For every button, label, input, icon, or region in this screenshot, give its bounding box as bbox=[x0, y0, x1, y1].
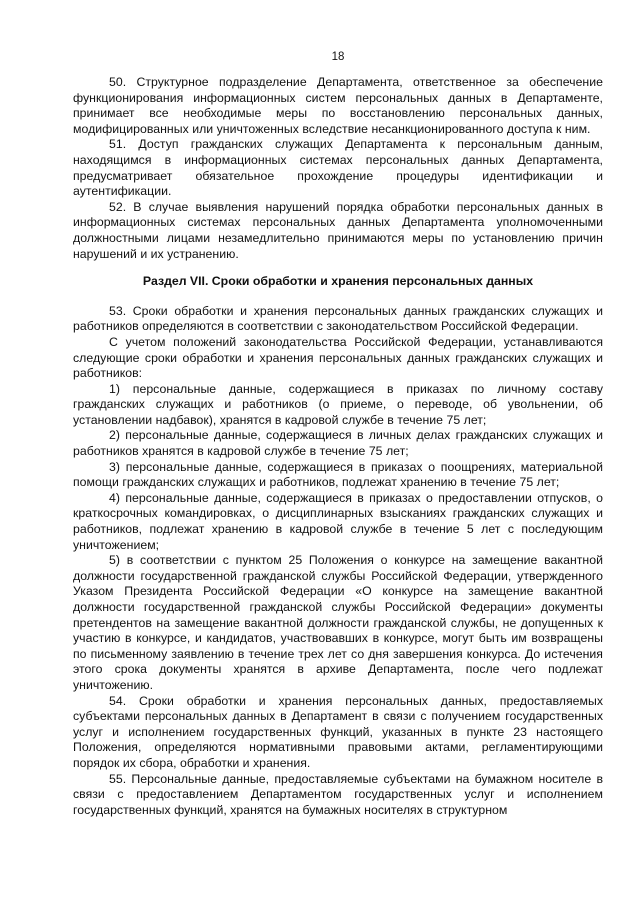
page-number: 18 bbox=[331, 51, 345, 63]
list-item-3: 3) персональные данные, содержащиеся в приказах о поощрениях, материальной помощи гражданских служащих и работников, подлежат хранению в течение 75 лет; bbox=[73, 459, 603, 490]
section-title: Раздел VII. Сроки обработки и хранения персональных данных bbox=[142, 274, 534, 289]
list-item-5: 5) в соответствии с пунктом 25 Положения о конкурсе на замещение вакантной должности государственной гражданской службы Российской Федерации, утвержденного Указом Президента Российской Федерации «О конкурсе на замещение вакантной должности государственной гражданской службы Российской Федерации» документы претендентов на замещение вакантной должности гражданской службы, не допущенных к участию в конкурсе, и кандидатов, участвовавших в конкурсе, могут быть им возвращены по письменному заявлению в течение трех лет со дня завершения конкурса. До истечения этого срока документы хранятся в архиве Департамента, после чего подлежат уничтожению. bbox=[73, 553, 603, 692]
paragraph-54: 54. Сроки обработки и хранения персональных данных, предоставляемых субъектами персональных данных в Департамент в связи с получением государственных услуг и исполнением государственных функций, указанных в пункте 23 настоящего Положения, определяются нормативными правовыми актами, регламентирующими порядок их сбора, обработки и хранения. bbox=[73, 693, 603, 770]
paragraph-intro: С учетом положений законодательства Российской Федерации, устанавливаются следующие сроки обработки и хранения персональных данных гражданских служащих и работников: bbox=[73, 334, 603, 381]
paragraph-51: 51. Доступ гражданских служащих Департамента к персональным данным, находящимся в информационных системах персональных данных Департамента, предусматривает обязательное прохождение процедуры идентификации и аутентификации. bbox=[73, 137, 603, 199]
list-item-1: 1) персональные данные, содержащиеся в приказах по личному составу гражданских служащих и работников (о приеме, о переводе, об увольнении, об установлении надбавок), хранятся в кадровой службе в течение 75 лет; bbox=[73, 381, 603, 427]
paragraph-53: 53. Сроки обработки и хранения персональных данных гражданских служащих и работников определяются в соответствии с законодательством Российской Федерации. bbox=[73, 303, 603, 334]
list-item-4: 4) персональные данные, содержащиеся в приказах о предоставлении отпусков, о краткосрочных командировках, о дисциплинарных взысканиях гражданских служащих и работников, подлежат хранению в кадровой службе в течение 5 лет с последующим уничтожением; bbox=[73, 490, 603, 552]
paragraph-52: 52. В случае выявления нарушений порядка обработки персональных данных в информационных системах персональных данных Департамента уполномоченными должностными лицами незамедлительно принимаются меры по установлению причин нарушений и их устранению. bbox=[73, 199, 603, 261]
paragraph-55: 55. Персональные данные, предоставляемые субъектами на бумажном носителе в связи с предоставлением Департаментом государственных услуг и исполнением государственных функций, хранятся на бумажных носителях в структурном bbox=[73, 771, 603, 817]
paragraph-50: 50. Структурное подразделение Департамента, ответственное за обеспечение функционирования информационных систем персональных данных в Департаменте, принимает все необходимые меры по восстановлению персональных данных, модифицированных или уничтоженных вследствие несанкционированного доступа к ним. bbox=[73, 75, 603, 136]
list-item-2: 2) персональные данные, содержащиеся в личных делах гражданских служащих и работников хранятся в кадровой службе в течение 75 лет; bbox=[73, 428, 603, 459]
